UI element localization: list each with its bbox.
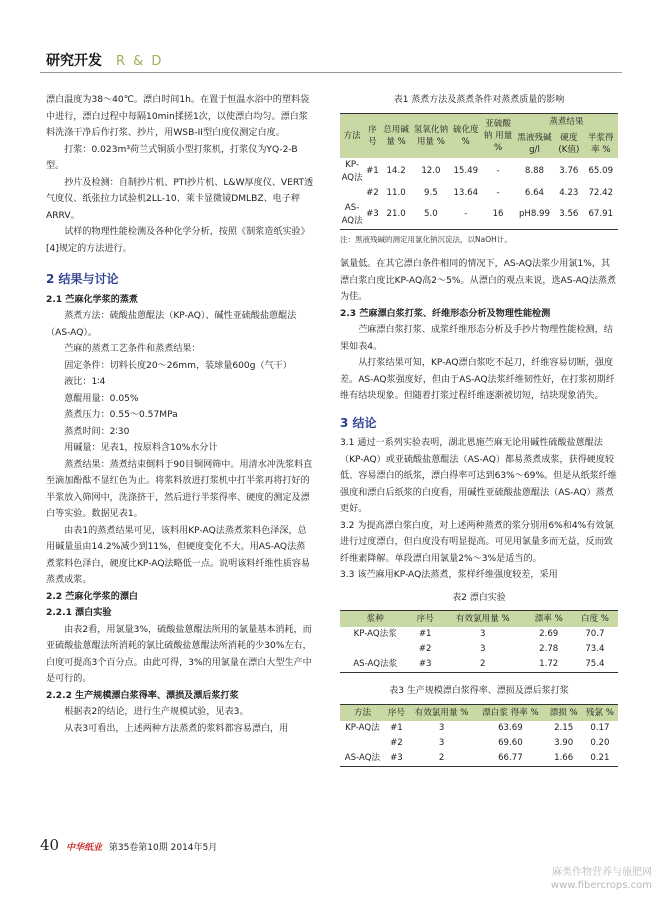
paragraph: 氯量低。在其它漂白条件相同的情况下，AS-AQ法浆少用氯1%，其漂白浆白度比KP-AQ高2～5%。从漂白的观点来说，选AS-AQ法蒸煮为佳。 bbox=[340, 259, 617, 302]
page-footer bbox=[40, 836, 217, 854]
paragraph: 从表3可看出，上述两种方法蒸煮的浆料都容易漂白，用 bbox=[64, 723, 289, 734]
table-cell: AS-AQ法 bbox=[340, 201, 364, 230]
condition-line: 蒸煮压力：0.55～0.57MPa bbox=[64, 410, 178, 420]
section-title: 研究开发 bbox=[46, 53, 102, 69]
table-cell: 9.5 bbox=[424, 187, 438, 198]
table3-header: 残氯 % bbox=[582, 704, 618, 721]
table-row bbox=[340, 627, 618, 642]
paragraph: 打浆：0.023m³荷兰式铜质小型打浆机，打浆仪为YQ-2-B型。 bbox=[46, 144, 298, 171]
table-cell: 2 bbox=[408, 751, 475, 767]
table-cell: 67.91 bbox=[584, 201, 618, 230]
table2-header: 有效氯用量 % bbox=[440, 611, 526, 628]
table-cell: 4.23 bbox=[559, 187, 579, 198]
journal-logo: 中华纸业 bbox=[65, 843, 102, 853]
table3-header: 漂白浆 得率 % bbox=[475, 704, 545, 721]
table3-header: 漂损 % bbox=[546, 704, 582, 721]
table-cell: 72.42 bbox=[588, 187, 614, 198]
table-cell: 11.0 bbox=[386, 187, 406, 198]
table-cell: - bbox=[496, 187, 500, 198]
section-heading: 2 结果与讨论 bbox=[46, 272, 119, 286]
table-row bbox=[340, 642, 618, 657]
table-cell: 8.88 bbox=[524, 166, 545, 176]
table-cell bbox=[340, 186, 364, 201]
table-cell: 70.7 bbox=[585, 629, 605, 639]
table1-subheader: 半浆得率 % bbox=[584, 130, 618, 158]
subsection-heading: 2.3 苎麻漂白浆打浆、纤维形态分析及物理性能检测 bbox=[340, 308, 551, 319]
table-cell: 3 bbox=[438, 737, 445, 748]
table-cell: 75.4 bbox=[572, 657, 618, 673]
table-cell: #3 bbox=[364, 201, 380, 230]
table3-header: 序号 bbox=[385, 704, 408, 721]
table-cell: AS-AQ法 bbox=[340, 751, 385, 767]
table1-subheader: 硬度 (K值) bbox=[554, 130, 583, 158]
header-rule bbox=[40, 72, 622, 73]
paragraph: 由表2看，用氯量3%，硫酸盐蒽醌法所用的氯量基本消耗，而亚硫酸盐蒽醌法所消耗的氯比硫酸盐蒽醌法所消耗的少30%左右，白度可提高3个百分点。由此可得，3%的用氯量在漂白大型生产中是可行的。 bbox=[46, 624, 312, 684]
left-column bbox=[46, 92, 314, 737]
table-cell: KP-AQ法 bbox=[341, 159, 363, 183]
table-cell: #1 bbox=[366, 166, 379, 176]
table2-header: 白度 % bbox=[572, 611, 618, 628]
paragraph: 苎麻的蒸煮工艺条件和蒸煮结果： bbox=[64, 344, 201, 354]
table-cell: 2 bbox=[440, 657, 526, 673]
table-cell bbox=[340, 736, 385, 751]
table-row bbox=[340, 736, 618, 751]
table-cell: 3.76 bbox=[559, 166, 579, 176]
right-column bbox=[340, 92, 618, 767]
table1-header: 亚硫酸钠 用量 % bbox=[481, 113, 514, 158]
table-cell: #2 bbox=[418, 644, 432, 654]
table-cell: 66.77 bbox=[475, 751, 545, 767]
table3-caption: 表3 生产规模漂白浆得率、漂损及漂后浆打浆 bbox=[389, 686, 569, 696]
section-heading: 3 结论 bbox=[340, 415, 377, 430]
table-cell: 0.21 bbox=[582, 751, 618, 767]
table-cell: 3 bbox=[480, 629, 486, 639]
paragraph: 根据表2的结论，进行生产规模试验，见表3。 bbox=[64, 707, 249, 717]
condition-line: 液比：1∶4 bbox=[64, 377, 106, 387]
condition-line: 蒸煮时间：2∶30 bbox=[64, 426, 130, 437]
table-cell: KP-AQ法浆 bbox=[353, 629, 397, 639]
table1-header: 硫化度 % bbox=[450, 113, 481, 158]
table3-header: 有效氯用量 % bbox=[408, 704, 475, 721]
condition-line: 蒽醌用量：0.05% bbox=[64, 393, 139, 404]
paragraph: 抄片及检测：自制抄片机、PTI抄片机、L&W厚度仪、VERT透气度仪、纸张拉力试验机2LL-10、莱卡显微镜DMLBZ、电子秤ARRV。 bbox=[46, 177, 314, 221]
table-cell: pH8.99 bbox=[515, 201, 554, 230]
table-cell: 14.2 bbox=[386, 166, 406, 176]
table2-header-row bbox=[340, 611, 618, 628]
table-row bbox=[340, 201, 618, 230]
table-cell: 63.69 bbox=[498, 722, 523, 733]
table-cell bbox=[340, 642, 410, 657]
watermark bbox=[551, 866, 652, 892]
table-row bbox=[340, 158, 618, 186]
table-cell: 21.0 bbox=[381, 201, 412, 230]
table-cell: AS-AQ法浆 bbox=[340, 657, 410, 673]
section-title-en: R & D bbox=[116, 54, 164, 69]
table-row bbox=[340, 721, 618, 736]
table-cell: #1 bbox=[390, 722, 403, 733]
table-cell: - bbox=[496, 166, 500, 176]
table1-subheader: 黑液残碱 g/l bbox=[515, 130, 554, 158]
table-cell: #2 bbox=[366, 187, 379, 198]
table2 bbox=[340, 610, 618, 673]
paragraph: 漂白温度为38～40℃。漂白时间1h。在置于恒温水浴中的塑料袋中进行，漂白过程中每隔10min揉搓1次，以使漂白均匀。漂白浆料洗涤干净后作打浆、抄片，用WSB-II型白度仪测定白度。 bbox=[46, 95, 310, 138]
table-cell: #3 bbox=[410, 657, 439, 673]
section-header bbox=[46, 50, 163, 70]
table-cell: KP-AQ法 bbox=[345, 722, 380, 733]
paragraph: 蒸煮结果：蒸煮结束倒料于90目铜网筛中。用清水冲洗浆料直至滴加酚酞不显红色为止。将浆料放进打浆机中打半浆再将打好的半浆放入筛网中，洗涤挤干，然后进行半浆得率、硬度的测定及漂白等实验。数据见表1。 bbox=[46, 459, 313, 519]
subsection-heading: 2.2 苎麻化学浆的漂白 bbox=[46, 591, 139, 602]
paragraph: 3.1 通过一系列实验表明，湖北恩施苎麻无论用碱性硫酸盐蒽醌法（KP-AQ）或亚硫酸盐蒽醌法（AS-AQ）都易蒸煮成浆，获得硬度较低、容易漂白的纸浆，漂白得率可达到63%～69%。但是从纸浆纤维强度和漂白后纸浆的白度看，用碱性亚硫酸盐蒽醌法（AS-AQ）蒸煮更好。 bbox=[340, 438, 617, 514]
table-cell: 2.15 bbox=[554, 722, 574, 733]
table-cell: 2.69 bbox=[539, 629, 559, 639]
paragraph: 苎麻漂白浆打浆、成浆纤维形态分析及手抄片物理性能检测，结果如表4。 bbox=[340, 325, 613, 352]
table-cell: 1.72 bbox=[526, 657, 572, 673]
table3-header-row bbox=[340, 704, 618, 721]
watermark-line: 麻类作物营养与施肥网 bbox=[552, 867, 652, 878]
paragraph: 3.2 为提高漂白浆白度，对上述两种蒸煮的浆分别用6%和4%有效氯进行过度漂白，但白度没有明显提高。可见用氯量多而无益，反而致纤维素降解。单段漂白用氯量2%～3%是适当的。 bbox=[340, 520, 614, 564]
condition-line: 用碱量：见表1，按原料含10%水分计 bbox=[64, 443, 218, 453]
table3 bbox=[340, 704, 618, 767]
table1-header: 总用碱量 % bbox=[381, 113, 412, 158]
table-cell: 69.60 bbox=[498, 737, 523, 748]
table-cell: 15.49 bbox=[453, 166, 479, 176]
table1-header: 序号 bbox=[364, 113, 380, 158]
condition-line: 固定条件：切料长度20～26mm，装球量600g（气干） bbox=[64, 360, 292, 371]
table1-note: 注：黑液残碱的测定用氯化钠沉淀法，以NaOH计。 bbox=[340, 234, 512, 244]
table1-caption: 表1 蒸煮方法及蒸煮条件对蒸煮质量的影响 bbox=[393, 95, 565, 105]
table-cell: - bbox=[450, 201, 481, 230]
table-cell: 1.66 bbox=[546, 751, 582, 767]
table-cell: 2.78 bbox=[539, 644, 559, 654]
table1-header-row bbox=[340, 113, 618, 130]
table1-header: 蒸煮结果 bbox=[515, 113, 618, 130]
table-cell: #1 bbox=[418, 629, 432, 639]
table-cell: 5.0 bbox=[412, 201, 451, 230]
table-cell: 6.64 bbox=[524, 187, 545, 198]
table-cell: 0.20 bbox=[590, 737, 610, 748]
subsection-heading: 2.2.2 生产规模漂白浆得率、漂损及漂后浆打浆 bbox=[46, 690, 239, 701]
table-cell: 65.09 bbox=[588, 166, 614, 176]
paragraph: 蒸煮方法：硫酸盐蒽醌法（KP-AQ）、碱性亚硫酸盐蒽醌法（AS-AQ）。 bbox=[46, 311, 297, 338]
table-cell: 3.90 bbox=[554, 737, 574, 748]
table-row bbox=[340, 186, 618, 201]
issue-info: 第35卷第10期 2014年5月 bbox=[108, 843, 218, 853]
table-cell: 3 bbox=[438, 722, 445, 733]
subsection-heading: 2.1 苎麻化学浆的蒸煮 bbox=[46, 294, 139, 305]
paragraph: 3.3 该苎麻用KP-AQ法蒸煮，浆样纤维强度较差，采用 bbox=[340, 570, 558, 580]
paragraph: 从打浆结果可知，KP-AQ漂白浆吃不起刀，纤维容易切断，强度差。AS-AQ浆强度好，但由于AS-AQ法浆纤维韧性好，在打浆初期纤维有结块现象。但随着打浆过程纤维逐渐被切短，结块现象消失。 bbox=[340, 358, 615, 401]
table-row bbox=[340, 657, 618, 673]
watermark-line: www.fibercrops.com bbox=[550, 880, 652, 891]
table1-header: 氢氧化钠 用量 % bbox=[412, 113, 451, 158]
page-number: 40 bbox=[40, 836, 60, 854]
table1 bbox=[340, 113, 618, 230]
table2-header: 漂率 % bbox=[526, 611, 572, 628]
table3-header: 方法 bbox=[340, 704, 385, 721]
table-cell: 12.0 bbox=[421, 166, 441, 176]
table2-header: 序号 bbox=[410, 611, 439, 628]
table-cell: 73.4 bbox=[585, 644, 605, 654]
table-cell: 13.64 bbox=[453, 187, 479, 198]
table-row bbox=[340, 751, 618, 767]
table-cell: 3 bbox=[480, 644, 486, 654]
table-cell: #3 bbox=[385, 751, 408, 767]
table2-caption: 表2 漂白实验 bbox=[452, 592, 506, 603]
table2-header: 浆种 bbox=[340, 611, 410, 628]
subsection-heading: 2.2.1 漂白实验 bbox=[46, 608, 112, 618]
table1-header: 方法 bbox=[340, 113, 364, 158]
paragraph: 试样的物理性能检测及各种化学分析，按照《制浆造纸实验》[4]规定的方法进行。 bbox=[46, 227, 310, 254]
table-cell: 0.17 bbox=[590, 722, 610, 733]
table-cell: #2 bbox=[390, 737, 403, 748]
paragraph: 由表1的蒸煮结果可见，该料用KP-AQ法蒸煮浆料色泽深，总用碱量虽由14.2%减少到11%，但硬度变化不大。用AS-AQ法蒸煮浆料色泽白，硬度比KP-AQ法略低一点。说明该料纤维性质容易蒸煮成浆。 bbox=[46, 525, 310, 585]
table-cell: 3.56 bbox=[554, 201, 583, 230]
table-cell: 16 bbox=[481, 201, 514, 230]
